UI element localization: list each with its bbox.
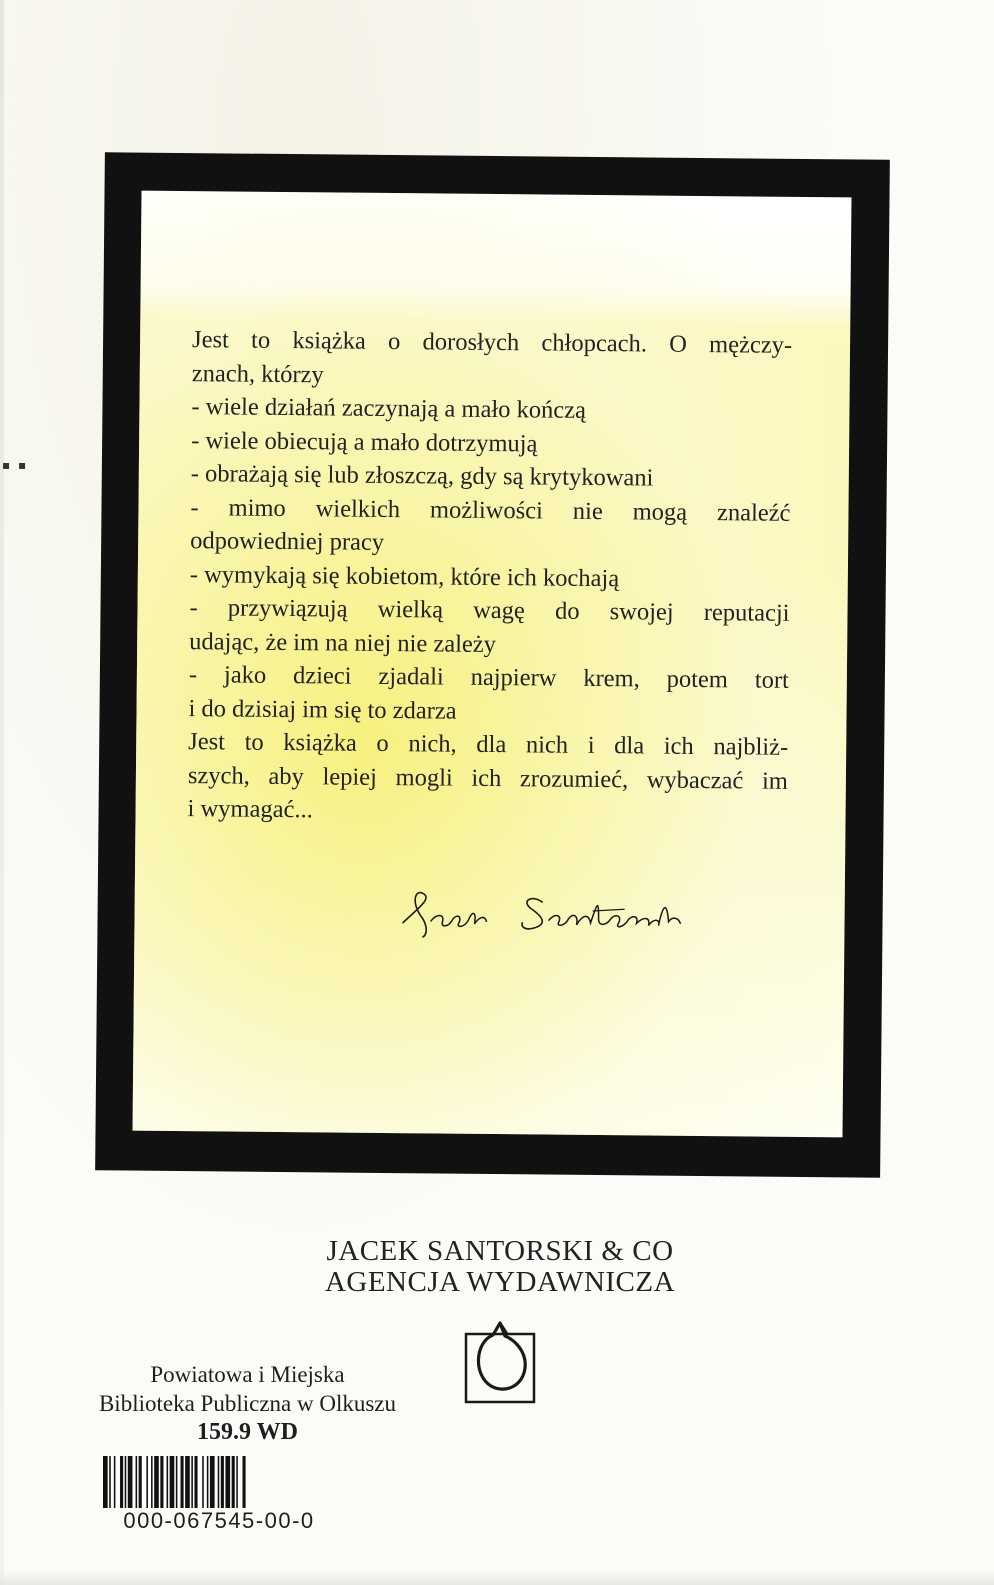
barcode-bar: [210, 1456, 215, 1508]
blurb-line: udając, że im na niej nie zależy: [189, 627, 497, 658]
barcode-bar: [185, 1456, 190, 1508]
blurb-line: - mimo wielkich możliwości nie mogą znaleźć: [190, 493, 791, 527]
barcode-bar: [207, 1456, 209, 1508]
library-stamp: [60, 1360, 435, 1447]
barcode-bar: [139, 1456, 142, 1508]
barcode-bar: [170, 1456, 175, 1508]
barcode-bar: [128, 1456, 133, 1508]
barcode-bar: [194, 1456, 197, 1508]
barcode-bar: [243, 1456, 246, 1508]
blurb-line: odpowiedniej pracy: [190, 527, 385, 556]
library-name-line2: Biblioteka Publiczna w Olkuszu: [98, 1391, 397, 1416]
barcode-bar: [236, 1456, 238, 1508]
barcode-bar: [167, 1456, 169, 1508]
blurb-line: i wymagać...: [187, 795, 313, 824]
barcode-bar: [181, 1456, 184, 1508]
barcode-bar: [146, 1456, 148, 1508]
blurb-line: znach, którzy: [191, 359, 324, 388]
barcode-bar: [154, 1456, 159, 1508]
author-signature: [392, 873, 723, 946]
blurb-line: - obrażają się lub złoszczą, gdy są krytykowani: [190, 460, 654, 492]
barcode-bar: [125, 1456, 127, 1508]
blurb-line: - wymykają się kobietom, które ich kochają: [189, 560, 620, 592]
barcode-bar: [136, 1456, 138, 1508]
scan-shadow: [0, 1571, 994, 1585]
barcode-number: 000-067545-00-0: [123, 1508, 315, 1533]
blurb-panel: [133, 191, 852, 1138]
blurb-line: Jest to książka o dorosłych chłopcach. O mężczy-: [191, 326, 793, 359]
blurb-line: - jako dzieci zjadali najpierw krem, potem tort: [188, 661, 789, 694]
blurb-line: Jest to książka o nich, dla nich i dla ich najbliż-: [188, 728, 789, 761]
library-name-line1: Powiatowa i Miejska: [150, 1362, 345, 1387]
barcode: [103, 1456, 335, 1508]
call-number: 159.9 WD: [197, 1419, 298, 1445]
blurb-line: i do dzisiaj im się to zdarza: [188, 694, 457, 725]
barcode-bar: [221, 1456, 224, 1508]
barcode-bar: [160, 1456, 163, 1508]
barcode-bar: [109, 1456, 111, 1508]
barcode-bar: [103, 1456, 108, 1508]
barcode-bar: [232, 1456, 235, 1508]
publisher-logo-icon: [463, 1320, 537, 1406]
barcode-bar: [151, 1456, 153, 1508]
blurb-line: - wiele obiecują a mało dotrzymują: [191, 426, 538, 457]
barcode-bar: [176, 1456, 178, 1508]
publisher-imprint: [300, 1236, 700, 1298]
blurb-line: - przywiązują wielką wagę do swojej reputacji: [189, 594, 790, 627]
barcode-bar: [218, 1456, 220, 1508]
blurb-line: szych, aby lepiej mogli ich zrozumieć, wybaczać im: [187, 761, 789, 795]
black-frame: [95, 152, 890, 1177]
barcode-bar: [191, 1456, 193, 1508]
publisher-name: JACEK SANTORSKI & CO: [326, 1235, 674, 1267]
blurb-text: [187, 323, 792, 831]
barcode-bar: [114, 1456, 116, 1508]
publisher-agency: AGENCJA WYDAWNICZA: [324, 1266, 676, 1298]
barcode-bar: [202, 1456, 204, 1508]
blurb-line: - wiele działań zaczynają a mało kończą: [191, 393, 587, 424]
barcode-bar: [225, 1456, 230, 1508]
barcode-bar: [120, 1456, 123, 1508]
scan-mark: ▪ ▪: [2, 458, 29, 472]
scan-edge: [0, 0, 4, 1585]
